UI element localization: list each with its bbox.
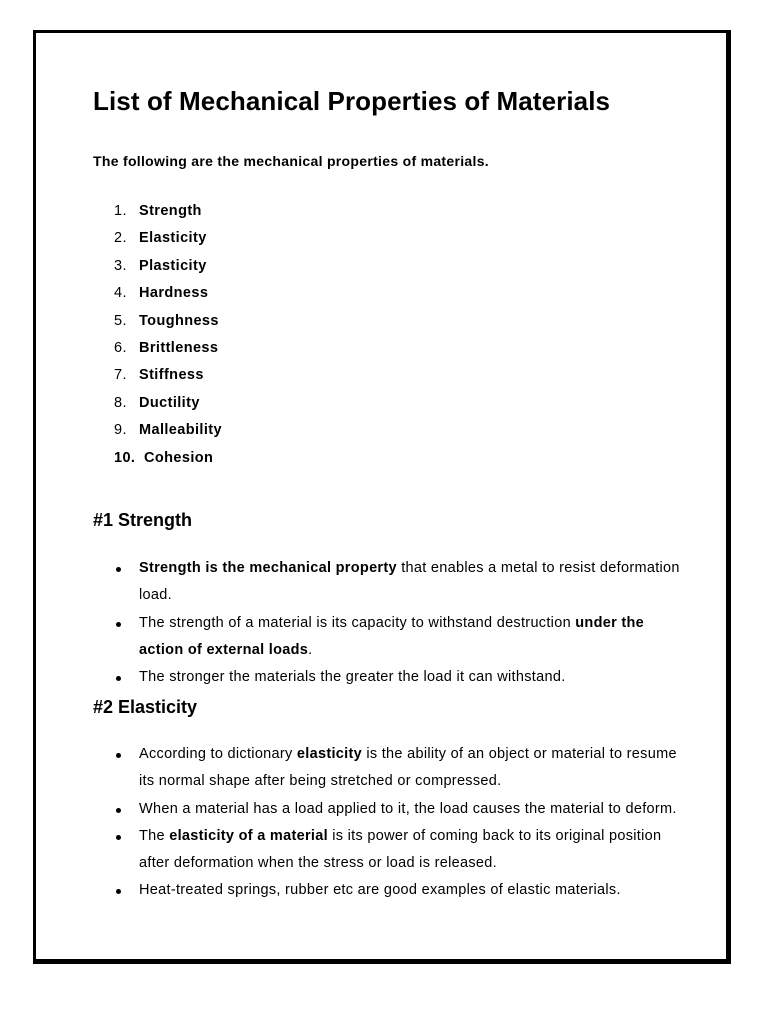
list-item xyxy=(114,256,222,283)
body-text: . xyxy=(308,641,313,658)
list-label: Malleability xyxy=(139,422,222,439)
bold-text: Strength is the mechanical property xyxy=(139,560,397,576)
list-number: 5. xyxy=(114,312,127,329)
body-text: The strength of a material is its capacity to withstand destruction xyxy=(139,614,576,631)
list-item xyxy=(112,664,687,691)
list-item xyxy=(112,823,687,878)
list-item xyxy=(112,610,687,665)
list-item xyxy=(114,338,222,365)
list-label: Elasticity xyxy=(139,230,207,247)
intro-text: The following are the mechanical properties of materials. xyxy=(93,153,489,169)
properties-list xyxy=(114,201,222,475)
list-item xyxy=(114,283,222,310)
list-label: Strength xyxy=(139,203,202,219)
body-text: that enables a metal to resist deformation load. xyxy=(139,560,680,604)
list-item xyxy=(114,228,222,255)
list-item xyxy=(114,448,222,475)
list-item xyxy=(112,555,687,610)
body-text: When a material has a load applied to it, the load causes the material to deform. xyxy=(139,800,677,817)
body-text: According to dictionary xyxy=(139,746,297,762)
list-number: 3. xyxy=(114,257,127,274)
list-number: 8. xyxy=(114,394,127,411)
list-item xyxy=(114,365,222,392)
list-number: 10. xyxy=(114,449,136,466)
list-label: Brittleness xyxy=(139,339,219,356)
bullet-dot-icon xyxy=(116,808,121,813)
list-label: Stiffness xyxy=(139,367,204,384)
list-label: Plasticity xyxy=(139,257,207,274)
list-item xyxy=(114,201,222,228)
bold-text: elasticity of a material xyxy=(169,827,328,844)
list-number: 1. xyxy=(114,203,127,219)
bullet-dot-icon xyxy=(116,753,121,758)
bullet-dot-icon xyxy=(116,567,121,572)
list-number: 2. xyxy=(114,230,127,247)
body-text: is its power of coming back to its original position after deformation when the stress or load is released. xyxy=(139,827,662,872)
bullet-dot-icon xyxy=(116,622,121,627)
strength-bullets xyxy=(112,555,687,691)
bold-text: under the action of external loads xyxy=(139,614,645,658)
list-number: 7. xyxy=(114,367,127,384)
bullet-dot-icon xyxy=(116,835,121,840)
body-text: Heat-treated springs, rubber etc are good examples of elastic materials. xyxy=(139,882,621,899)
list-label: Toughness xyxy=(139,312,219,329)
bullet-dot-icon xyxy=(116,676,121,681)
list-label: Ductility xyxy=(139,394,200,411)
document-title: List of Mechanical Properties of Materials xyxy=(93,86,611,116)
bold-text: elasticity xyxy=(296,746,362,762)
elasticity-bullets xyxy=(112,741,687,905)
list-number: 6. xyxy=(114,339,127,356)
list-number: 4. xyxy=(114,285,127,302)
list-item xyxy=(112,877,687,904)
list-item xyxy=(114,393,222,420)
bullet-dot-icon xyxy=(116,889,121,894)
list-item xyxy=(114,311,222,338)
list-label: Hardness xyxy=(139,285,209,302)
section-heading-strength: #1 Strength xyxy=(93,510,193,530)
list-item xyxy=(114,420,222,447)
body-text: The xyxy=(139,827,170,844)
list-item xyxy=(112,741,687,796)
body-text: is the ability of an object or material to resume its normal shape after being stretched or compressed. xyxy=(139,746,677,790)
section-heading-elasticity: #2 Elasticity xyxy=(93,697,198,717)
list-number: 9. xyxy=(114,422,127,439)
list-label: Cohesion xyxy=(144,449,214,466)
list-item xyxy=(112,796,687,823)
body-text: The stronger the materials the greater the load it can withstand. xyxy=(139,669,566,686)
